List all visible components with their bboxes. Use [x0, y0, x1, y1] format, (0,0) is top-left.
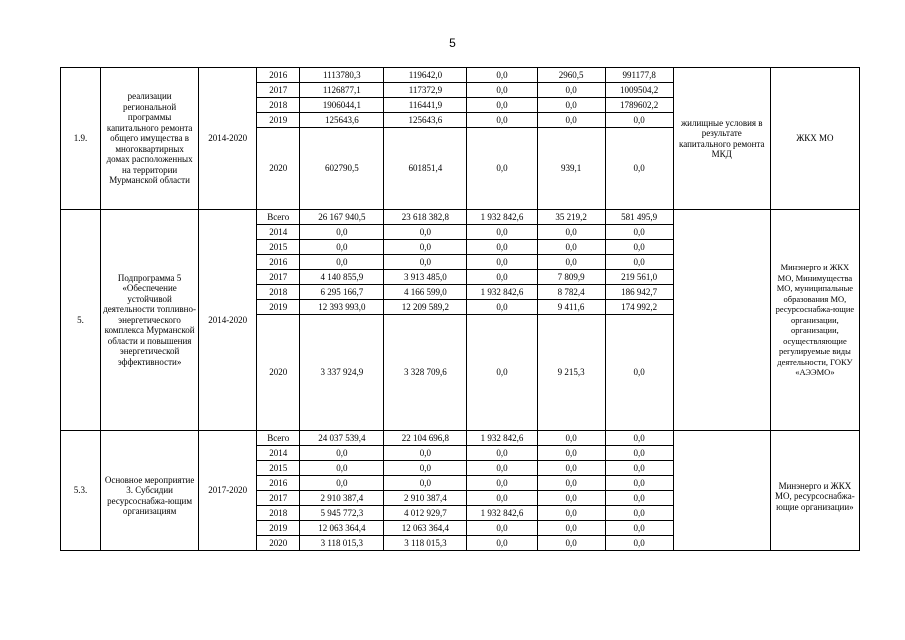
amount-cell: 24 037 539,4 [300, 431, 384, 446]
amount-cell: 35 219,2 [537, 210, 605, 225]
amount-cell: 0,0 [467, 461, 537, 476]
amount-cell: 0,0 [467, 68, 537, 83]
amount-cell: 0,0 [605, 476, 673, 491]
section-number: 5. [61, 210, 101, 431]
amount-cell: 0,0 [605, 255, 673, 270]
amount-cell: 0,0 [467, 98, 537, 113]
amount-cell: 0,0 [605, 491, 673, 506]
year-cell: 2019 [257, 521, 300, 536]
financing-table [60, 67, 860, 551]
amount-cell: 22 104 696,8 [384, 431, 467, 446]
year-cell: 2019 [257, 113, 300, 128]
amount-cell: 0,0 [467, 446, 537, 461]
amount-cell: 1 932 842,6 [467, 506, 537, 521]
amount-cell: 12 209 589,2 [384, 300, 467, 315]
amount-cell: 4 140 855,9 [300, 270, 384, 285]
year-cell: 2016 [257, 255, 300, 270]
amount-cell: 991177,8 [605, 68, 673, 83]
amount-cell: 3 913 485,0 [384, 270, 467, 285]
amount-cell: 1 932 842,6 [467, 285, 537, 300]
amount-cell: 0,0 [537, 476, 605, 491]
page-number: 5 [449, 36, 456, 50]
amount-cell: 0,0 [467, 225, 537, 240]
amount-cell: 116441,9 [384, 98, 467, 113]
amount-cell: 0,0 [537, 461, 605, 476]
amount-cell: 0,0 [537, 98, 605, 113]
section-name: Основное мероприятие 3. Субсидии ресурсоснабжа-ющим организациям [101, 431, 199, 551]
amount-cell: 0,0 [467, 83, 537, 98]
amount-cell: 0,0 [300, 461, 384, 476]
amount-cell: 0,0 [467, 536, 537, 551]
amount-cell: 9 215,3 [537, 315, 605, 431]
year-cell: 2015 [257, 240, 300, 255]
amount-cell: 1789602,2 [605, 98, 673, 113]
amount-cell: 7 809,9 [537, 270, 605, 285]
amount-cell: 219 561,0 [605, 270, 673, 285]
amount-cell: 1113780,3 [300, 68, 384, 83]
amount-cell: 23 618 382,8 [384, 210, 467, 225]
amount-cell: 0,0 [300, 476, 384, 491]
section-period: 2014-2020 [199, 68, 257, 210]
amount-cell: 0,0 [467, 476, 537, 491]
amount-cell: 0,0 [384, 255, 467, 270]
amount-cell: 0,0 [384, 461, 467, 476]
amount-cell: 0,0 [605, 446, 673, 461]
amount-cell: 186 942,7 [605, 285, 673, 300]
year-cell: 2018 [257, 98, 300, 113]
section-period: 2017-2020 [199, 431, 257, 551]
amount-cell: 0,0 [537, 506, 605, 521]
amount-cell: 26 167 940,5 [300, 210, 384, 225]
amount-cell: 0,0 [467, 491, 537, 506]
year-cell: 2020 [257, 536, 300, 551]
amount-cell: 12 063 364,4 [300, 521, 384, 536]
amount-cell: 117372,9 [384, 83, 467, 98]
amount-cell: 12 393 993,0 [300, 300, 384, 315]
amount-cell: 0,0 [467, 521, 537, 536]
expected-result [673, 431, 770, 551]
amount-cell: 0,0 [300, 446, 384, 461]
amount-cell: 2 910 387,4 [300, 491, 384, 506]
amount-cell: 12 063 364,4 [384, 521, 467, 536]
amount-cell: 0,0 [537, 446, 605, 461]
amount-cell: 0,0 [537, 536, 605, 551]
table-row [61, 210, 860, 225]
executors: Минэнерго и ЖКХ МО, Минимущества МО, муниципальные образования МО, ресурсоснабжа-ющие организации, организации, осуществляющие регулируемые виды деятельности, ГОКУ «АЭЭМО» [770, 210, 859, 431]
year-cell: 2020 [257, 128, 300, 210]
amount-cell: 0,0 [384, 240, 467, 255]
section-number: 5.3. [61, 431, 101, 551]
amount-cell: 602790,5 [300, 128, 384, 210]
amount-cell: 3 118 015,3 [300, 536, 384, 551]
amount-cell: 3 118 015,3 [384, 536, 467, 551]
amount-cell: 0,0 [300, 255, 384, 270]
amount-cell: 1009504,2 [605, 83, 673, 98]
amount-cell: 0,0 [467, 240, 537, 255]
amount-cell: 1126877,1 [300, 83, 384, 98]
amount-cell: 125643,6 [384, 113, 467, 128]
year-cell: 2020 [257, 315, 300, 431]
amount-cell: 0,0 [605, 315, 673, 431]
year-cell: Всего [257, 210, 300, 225]
table-row [61, 431, 860, 446]
year-cell: 2019 [257, 300, 300, 315]
amount-cell: 4 012 929,7 [384, 506, 467, 521]
amount-cell: 0,0 [537, 113, 605, 128]
section-name: реализации региональной программы капитального ремонта общего имущества в многоквартирных домах расположенных на территории Мурманской области [101, 68, 199, 210]
amount-cell: 601851,4 [384, 128, 467, 210]
amount-cell: 0,0 [537, 83, 605, 98]
year-cell: 2017 [257, 270, 300, 285]
amount-cell: 2 910 387,4 [384, 491, 467, 506]
executors: Минэнерго и ЖКХ МО, ресурсоснабжа-ющие организации» [770, 431, 859, 551]
amount-cell: 3 337 924,9 [300, 315, 384, 431]
amount-cell: 1 932 842,6 [467, 431, 537, 446]
amount-cell: 0,0 [467, 270, 537, 285]
amount-cell: 0,0 [300, 240, 384, 255]
amount-cell: 0,0 [605, 240, 673, 255]
amount-cell: 0,0 [605, 225, 673, 240]
executors: ЖКХ МО [770, 68, 859, 210]
amount-cell: 0,0 [605, 521, 673, 536]
expected-result: жилищные условия в результате капитального ремонта МКД [673, 68, 770, 210]
amount-cell: 125643,6 [300, 113, 384, 128]
amount-cell: 0,0 [384, 476, 467, 491]
year-cell: 2016 [257, 476, 300, 491]
amount-cell: 9 411,6 [537, 300, 605, 315]
amount-cell: 581 495,9 [605, 210, 673, 225]
amount-cell: 1 932 842,6 [467, 210, 537, 225]
amount-cell: 0,0 [467, 128, 537, 210]
year-cell: 2015 [257, 461, 300, 476]
section-number: 1.9. [61, 68, 101, 210]
year-cell: 2017 [257, 491, 300, 506]
year-cell: 2014 [257, 225, 300, 240]
amount-cell: 939,1 [537, 128, 605, 210]
amount-cell: 0,0 [384, 446, 467, 461]
amount-cell: 0,0 [605, 536, 673, 551]
amount-cell: 1906044,1 [300, 98, 384, 113]
table-row [61, 68, 860, 83]
amount-cell: 0,0 [467, 255, 537, 270]
amount-cell: 0,0 [605, 461, 673, 476]
year-cell: 2018 [257, 506, 300, 521]
year-cell: 2014 [257, 446, 300, 461]
amount-cell: 0,0 [384, 225, 467, 240]
amount-cell: 4 166 599,0 [384, 285, 467, 300]
section-period: 2014-2020 [199, 210, 257, 431]
amount-cell: 0,0 [605, 113, 673, 128]
amount-cell: 0,0 [605, 431, 673, 446]
amount-cell: 0,0 [467, 300, 537, 315]
amount-cell: 0,0 [300, 225, 384, 240]
amount-cell: 0,0 [537, 431, 605, 446]
year-cell: Всего [257, 431, 300, 446]
amount-cell: 0,0 [467, 113, 537, 128]
amount-cell: 3 328 709,6 [384, 315, 467, 431]
amount-cell: 119642,0 [384, 68, 467, 83]
amount-cell: 0,0 [537, 255, 605, 270]
amount-cell: 2960,5 [537, 68, 605, 83]
amount-cell: 0,0 [605, 128, 673, 210]
amount-cell: 0,0 [537, 225, 605, 240]
amount-cell: 0,0 [537, 491, 605, 506]
amount-cell: 6 295 166,7 [300, 285, 384, 300]
amount-cell: 0,0 [467, 315, 537, 431]
year-cell: 2018 [257, 285, 300, 300]
section-name: Подпрограмма 5 «Обеспечение устойчивой деятельности топливно-энергетического комплекса Мурманской области и повышения энергетической эффективности» [101, 210, 199, 431]
amount-cell: 0,0 [537, 240, 605, 255]
amount-cell: 0,0 [537, 521, 605, 536]
amount-cell: 0,0 [605, 506, 673, 521]
year-cell: 2016 [257, 68, 300, 83]
amount-cell: 5 945 772,3 [300, 506, 384, 521]
year-cell: 2017 [257, 83, 300, 98]
expected-result [673, 210, 770, 431]
amount-cell: 8 782,4 [537, 285, 605, 300]
amount-cell: 174 992,2 [605, 300, 673, 315]
